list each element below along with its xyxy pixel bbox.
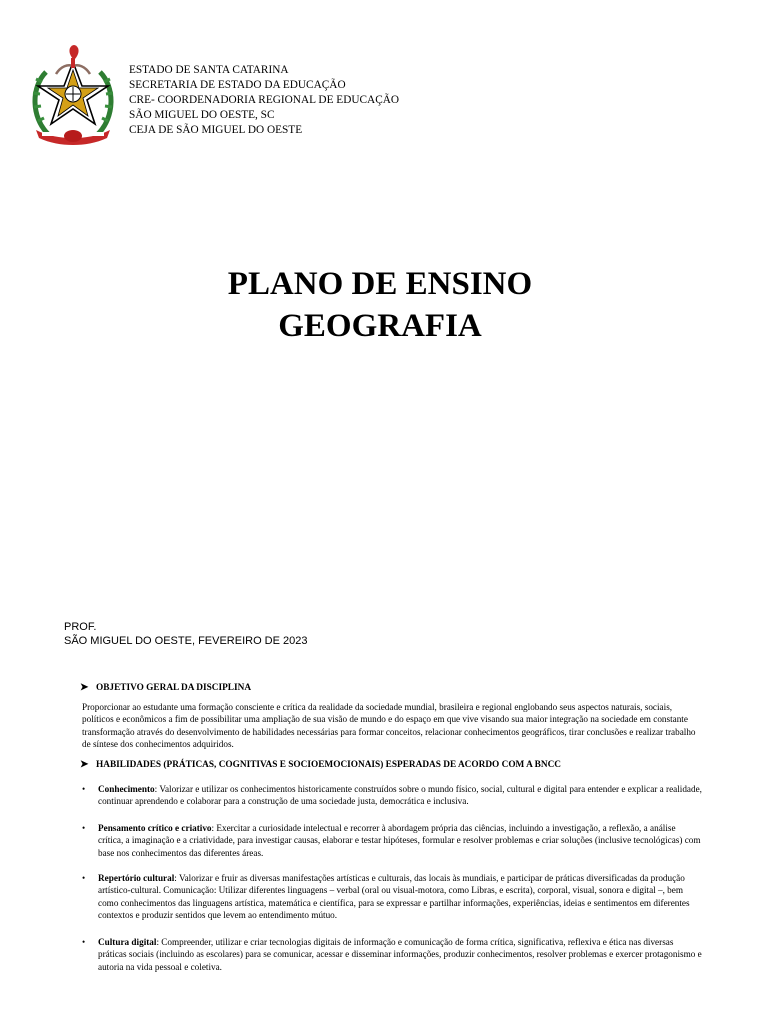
bullet-icon: • <box>82 873 86 883</box>
coat-of-arms-icon <box>26 42 120 152</box>
list-item-text: : Exercitar a curiosidade intelectual e recorrer à abordagem própria das ciências, incluindo a investigação, a reflexão, a análise crítica, a imaginação e a criatividade, para investigar causas, elaborar e testar hipóteses, formular e resolver problemas e criar soluções (inclusive tecnológicas) com base nos conhecimentos das diferentes áreas. <box>98 823 701 858</box>
arrow-bullet-icon: ➤ <box>80 682 89 693</box>
prof-label: PROF. <box>64 621 97 633</box>
list-item-text: : Valorizar e utilizar os conhecimentos historicamente construídos sobre o mundo físico, social, cultural e digital para entender e explicar a realidade, continuar aprendendo e colaborar para a construção de uma sociedade justa, democrática e inclusiva. <box>98 784 702 807</box>
institution-header <box>129 63 399 138</box>
section-heading-text: OBJETIVO GERAL DA DISCIPLINA <box>96 683 252 693</box>
bullet-icon: • <box>82 823 86 833</box>
list-item-text: : Valorizar e fruir as diversas manifestações artísticas e culturais, das locais às mundiais, e participar de práticas diversificadas da produção artístico-cultural. Comunicação: Utilizar diferentes linguagens – verbal (oral ou visual-motora, como Libras, e escrita), corporal, visual, sonora e digital –, bem como conhecimentos das linguagens artística, matemática e científica, para se expressar e partilhar informações, experiências, ideias e sentimentos em diferentes contextos e produzir sentidos que levem ao entendimento mútuo. <box>98 873 690 921</box>
list-item <box>82 936 702 973</box>
list-item-term: Repertório cultural <box>98 873 175 883</box>
bullet-icon: • <box>82 784 86 794</box>
section-heading-habilidades <box>80 759 561 770</box>
header-line-cre: CRE- COORDENADORIA REGIONAL DE EDUCAÇÃO <box>129 94 400 106</box>
bullet-icon: • <box>82 937 86 947</box>
arrow-bullet-icon: ➤ <box>80 759 89 770</box>
list-item <box>82 783 702 808</box>
place-date: SÃO MIGUEL DO OESTE, FEVEREIRO DE 2023 <box>64 635 308 647</box>
section-heading-objetivo <box>80 682 251 693</box>
list-item-term: Pensamento crítico e criativo <box>98 823 212 833</box>
list-item-text: : Compreender, utilizar e criar tecnologias digitais de informação e comunicação de forma crítica, significativa, reflexiva e ética nas diversas práticas sociais (incluindo as escolares) para se comunicar, acessar e disseminar informações, produzir conhecimentos, resolver problemas e exercer protagonismo e autoria na vida pessoal e coletiva. <box>98 937 702 972</box>
objetivo-paragraph: Proporcionar ao estudante uma formação consciente e crítica da realidade da sociedade mundial, brasileira e regional englobando seus aspectos naturais, sociais, políticos e econômicos a fim de possibilitar uma ampliação de sua visão de mundo e do espaço em que vive visando sua maior integração na sociedade em constante transformação através do desenvolvimento de habilidades necessárias para formar conceitos, relacionar conhecimentos geográficos, tirar conclusões e realizar trabalho de síntese dos conhecimentos adquiridos. <box>82 702 696 750</box>
header-line-state: ESTADO DE SANTA CATARINA <box>129 64 289 76</box>
document-title: PLANO DE ENSINO <box>227 266 533 302</box>
list-item-term: Conhecimento <box>98 784 155 794</box>
list-item-term: Cultura digital <box>98 937 157 947</box>
header-line-school: CEJA DE SÃO MIGUEL DO OESTE <box>129 124 303 136</box>
header-line-secretariat: SECRETARIA DE ESTADO DA EDUCAÇÃO <box>129 79 346 91</box>
document-subject: GEOGRAFIA <box>278 308 482 344</box>
list-item <box>82 822 702 859</box>
section-heading-text: HABILIDADES (PRÁTICAS, COGNITIVAS E SOCIOEMOCIONAIS) ESPERADAS DE ACORDO COM A BNCC <box>96 760 562 770</box>
author-info <box>64 620 308 648</box>
list-item <box>82 872 702 922</box>
header-line-city: SÃO MIGUEL DO OESTE, SC <box>129 109 275 121</box>
